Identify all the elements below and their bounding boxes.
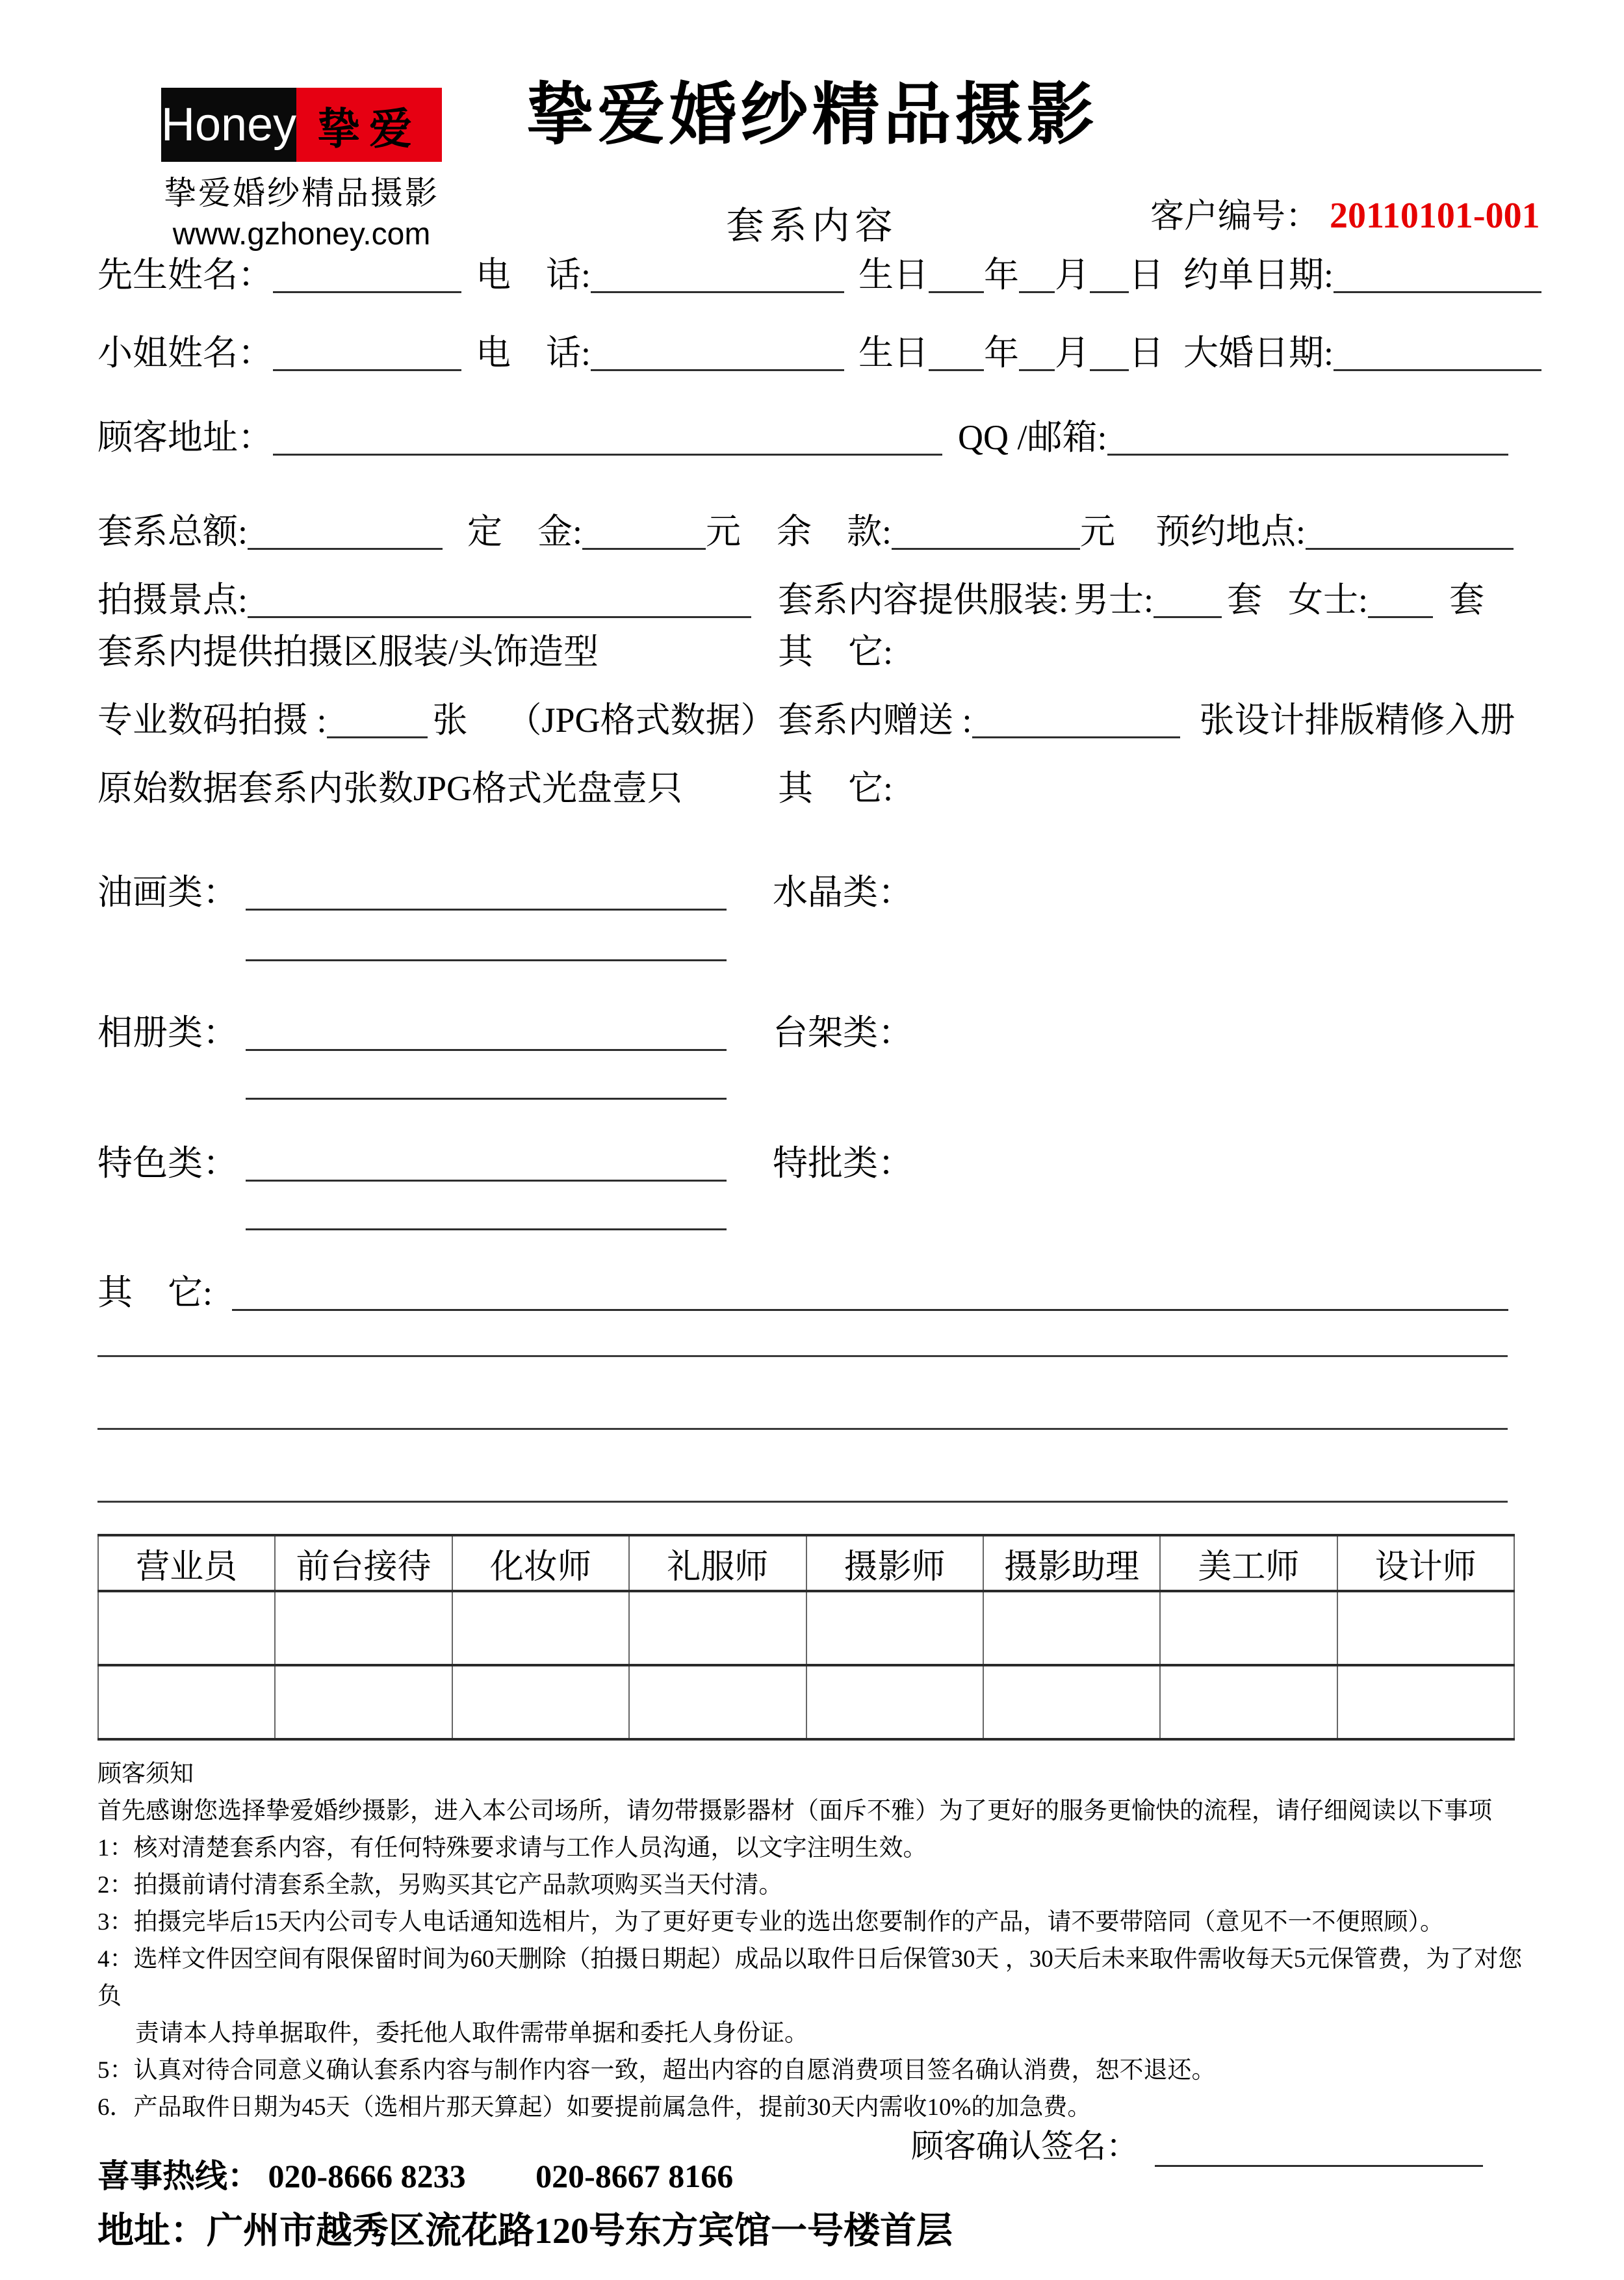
shoot-location-label: 拍摄景点: [97,580,248,619]
staff-header-reception: 前台接待 [275,1535,452,1591]
staff-table [97,1534,1515,1741]
balance-blank [892,548,1080,550]
bride-phone-label: 电 话: [476,333,591,372]
bride-name-label: 小姐姓名： [97,333,273,372]
album-extra-left [97,1098,773,1100]
deposit-blank [582,548,706,550]
album-stand-row [97,1015,1527,1051]
staff-cell [629,1591,806,1665]
staff-cell [98,1665,275,1739]
clothing-other-label: 其 它: [778,632,894,671]
staff-header-photo-assistant: 摄影助理 [983,1535,1160,1591]
staff-header-makeup: 化妆师 [452,1535,629,1591]
staff-table-empty-row-1 [98,1591,1514,1665]
groom-name-label: 先生姓名： [97,255,273,294]
notes-intro: 首先感谢您选择挚爱婚纱摄影，进入本公司场所，请勿带摄影器材（面斥不雅）为了更好的服务更愉快的流程，请仔细阅读以下事项 [97,1798,1492,1824]
hotline-phone-1: 020-8666 8233 [268,2158,466,2194]
album-category-blank-2 [246,1098,727,1100]
balance-yuan-label: 元 [1080,512,1116,551]
deposit-yuan-label: 元 [706,512,741,551]
free-line-2 [97,1428,1508,1430]
stand-extra-right [773,1098,939,1100]
staff-cell [983,1591,1160,1665]
crystal-extra-right [773,959,939,961]
staff-cell [275,1591,452,1665]
oil-extra-left [97,959,773,961]
groom-month-label: 月 [1055,255,1090,294]
original-data-left [97,771,778,807]
groom-name-blank [273,291,461,293]
bride-row [97,335,1527,371]
oil-category-left [97,875,773,911]
customer-notes [97,1755,1527,2126]
customer-number-value: 20110101-001 [1330,196,1540,236]
studio-clothing-row [97,634,1527,670]
album-category-label: 相册类： [97,1013,238,1052]
note-item-1: 1：核对清楚套系内容，有任何特殊要求请与工作人员沟通，以文字注明生效。 [97,1835,927,1861]
male-label: 男士: [1074,580,1154,619]
bride-birth-label: 生日 [858,333,929,372]
staff-cell [452,1665,629,1739]
staff-cell [275,1665,452,1739]
wedding-date-blank [1334,369,1541,371]
oil-crystal-row [97,875,1527,911]
data-other-label: 其 它: [778,769,894,808]
shoot-location-row [97,582,1527,618]
special-category-left [97,1146,773,1182]
package-total-blank [248,548,443,550]
bride-year-label: 年 [984,333,1020,372]
special-extra-line [97,1228,1527,1230]
booking-venue-label: 预约地点: [1155,512,1306,551]
logo-subtitle: 挚爱婚纱精品摄影 [164,175,439,211]
amount-row [97,514,1527,550]
staff-header-artworker: 美工师 [1160,1535,1337,1591]
hotline-phone-2: 020-8667 8166 [535,2158,734,2194]
note-item-4-continued: 责请本人持单据取件，委托他人取件需带单据和委托人身份证。 [135,2020,808,2047]
hotline-block [97,2150,733,2197]
jpg-format-note: （JPG格式数据） [506,701,776,740]
special-batch-right [773,1146,939,1182]
bride-birth-year-blank [929,369,984,371]
notes-title: 顾客须知 [97,1761,194,1787]
staff-cell [1337,1665,1514,1739]
staff-table-header-row [98,1535,1514,1591]
studio-clothing-text: 套系内提供拍摄区服装/头饰造型 [97,632,599,671]
customer-address-label: 顾客地址： [97,418,273,457]
other-category-blank [232,1309,1508,1311]
stand-category-label: 台架类： [773,1013,913,1052]
free-line-3 [97,1501,1508,1503]
customer-number [1150,188,1540,237]
gift-right [778,703,1534,738]
wedding-date-label: 大婚日期: [1183,333,1334,372]
logo-zhiai-text: 挚爱 [317,105,422,153]
original-data-row [97,771,1527,807]
form-body [97,252,1527,2126]
bride-name-blank [273,369,461,371]
crystal-category-right [773,875,939,911]
bride-phone-blank [591,369,844,371]
booking-date-label: 约单日期: [1183,255,1334,294]
note-item-2: 2：拍摄前请付清套系全款，另购买其它产品款项购买当天付清。 [97,1872,783,1898]
special-extra-left [97,1228,773,1230]
address-block [97,2202,953,2254]
staff-cell [806,1665,983,1739]
gift-count-blank [972,736,1180,738]
bride-birth-month-blank [1019,369,1055,371]
gift-label: 套系内赠送 : [778,701,972,740]
groom-birth-day-blank [1090,291,1129,293]
note-item-5: 5：认真对待合同意义确认套系内容与制作内容一致，超出内容的自愿消费项目签名确认消费，恕不退还。 [97,2057,1216,2084]
logo-honey-text: Honey [161,99,297,151]
groom-row [97,257,1527,293]
clothing-other-right [778,634,924,670]
female-sets-blank [1368,616,1433,618]
address-label: 地址： [97,2211,207,2251]
package-total-label: 套系总额: [97,512,248,551]
staff-cell [98,1591,275,1665]
original-data-text: 原始数据套系内张数JPG格式光盘壹只 [97,769,683,808]
signature-blank [1155,2165,1483,2167]
customer-address-blank [273,454,942,456]
album-stand-extra-line [97,1098,1527,1100]
staff-cell [629,1665,806,1739]
clothing-label: 套系内容提供服装: [778,580,1069,619]
groom-birth-month-blank [1019,291,1055,293]
address-value: 广州市越秀区流花路120号东方宾馆一号楼首层 [207,2211,953,2251]
balance-label: 余 款: [777,512,892,551]
staff-header-salesperson: 营业员 [98,1535,275,1591]
logo-website: www.gzhoney.com [172,217,431,252]
groom-phone-label: 电 话: [476,255,591,294]
special-row [97,1146,1527,1182]
gift-suffix-label: 张设计排版精修入册 [1199,701,1515,740]
free-line-1 [97,1355,1508,1357]
note-item-6: 6．产品取件日期为45天（选相片那天算起）如要提前属急件，提前30天内需收10%的加急费。 [97,2094,1092,2121]
shoot-location-left [97,582,778,618]
booking-venue-blank [1306,548,1514,550]
groom-birth-year-blank [929,291,984,293]
staff-header-dress: 礼服师 [629,1535,806,1591]
oil-category-blank [246,909,727,911]
special-category-label: 特色类： [97,1144,238,1183]
staff-cell [1160,1591,1337,1665]
staff-cell [806,1591,983,1665]
female-label: 女士: [1288,580,1369,619]
staff-cell [1337,1591,1514,1665]
address-row [97,420,1527,456]
hotline-label: 喜事热线： [97,2158,260,2194]
bride-birth-day-blank [1090,369,1129,371]
oil-category-blank-2 [246,959,727,961]
bride-month-label: 月 [1055,333,1090,372]
oil-crystal-extra-line [97,959,1527,961]
album-category-blank [246,1049,727,1051]
staff-cell [983,1665,1160,1739]
male-tao-label: 套 [1227,580,1263,619]
other-category-label: 其 它: [97,1273,213,1312]
crystal-category-label: 水晶类： [773,873,913,912]
special-category-blank [246,1180,727,1182]
bride-day-label: 日 [1129,333,1165,372]
note-item-3: 3：拍摄完毕后15天内公司专人电话通知选相片，为了更好更专业的选出您要制作的产品，请不要带陪同（意见不一不便照顾）。 [97,1909,1444,1936]
shoot-location-blank [248,616,751,618]
groom-day-label: 日 [1129,255,1165,294]
oil-category-label: 油画类： [97,873,238,912]
special-batch-extra-right [773,1228,939,1230]
digital-shoot-label: 专业数码拍摄 : [97,701,327,740]
signature-label: 顾客确认签名： [911,2128,1139,2164]
staff-header-photographer: 摄影师 [806,1535,983,1591]
deposit-label: 定 金: [467,512,583,551]
album-category-left [97,1015,773,1051]
special-batch-label: 特批类： [773,1144,913,1183]
signature-block [911,2120,1483,2167]
staff-table-empty-row-2 [98,1665,1514,1739]
page-subtitle: 套系内容 [726,205,898,247]
other-row [97,1275,1527,1311]
staff-cell [1160,1665,1337,1739]
customer-number-label: 客户编号： [1150,198,1320,235]
stand-category-right [773,1015,939,1051]
female-tao-label: 套 [1449,580,1485,619]
digital-shoot-left [97,703,778,738]
note-item-4: 4：选样文件因空间有限保留时间为60天删除（拍摄日期起）成品以取件日后保管30天 ，30天后未来取件需收每天5元保管费，为了对您负 [97,1946,1523,2010]
digital-zhang-label: 张 [432,701,468,740]
page-title: 挚爱婚纱精品摄影 [526,78,1098,153]
studio-clothing-left [97,634,778,670]
data-other-right [778,771,924,807]
digital-shoot-row [97,703,1527,738]
qq-email-label: QQ /邮箱: [958,418,1107,457]
booking-date-blank [1334,291,1541,293]
special-category-blank-2 [246,1228,727,1230]
staff-header-designer: 设计师 [1337,1535,1514,1591]
qq-email-blank [1107,454,1509,456]
digital-shots-blank [327,736,428,738]
clothing-right [778,582,1502,618]
groom-year-label: 年 [984,255,1020,294]
staff-cell [452,1591,629,1665]
groom-birth-label: 生日 [858,255,929,294]
groom-phone-blank [591,291,844,293]
male-sets-blank [1154,616,1222,618]
